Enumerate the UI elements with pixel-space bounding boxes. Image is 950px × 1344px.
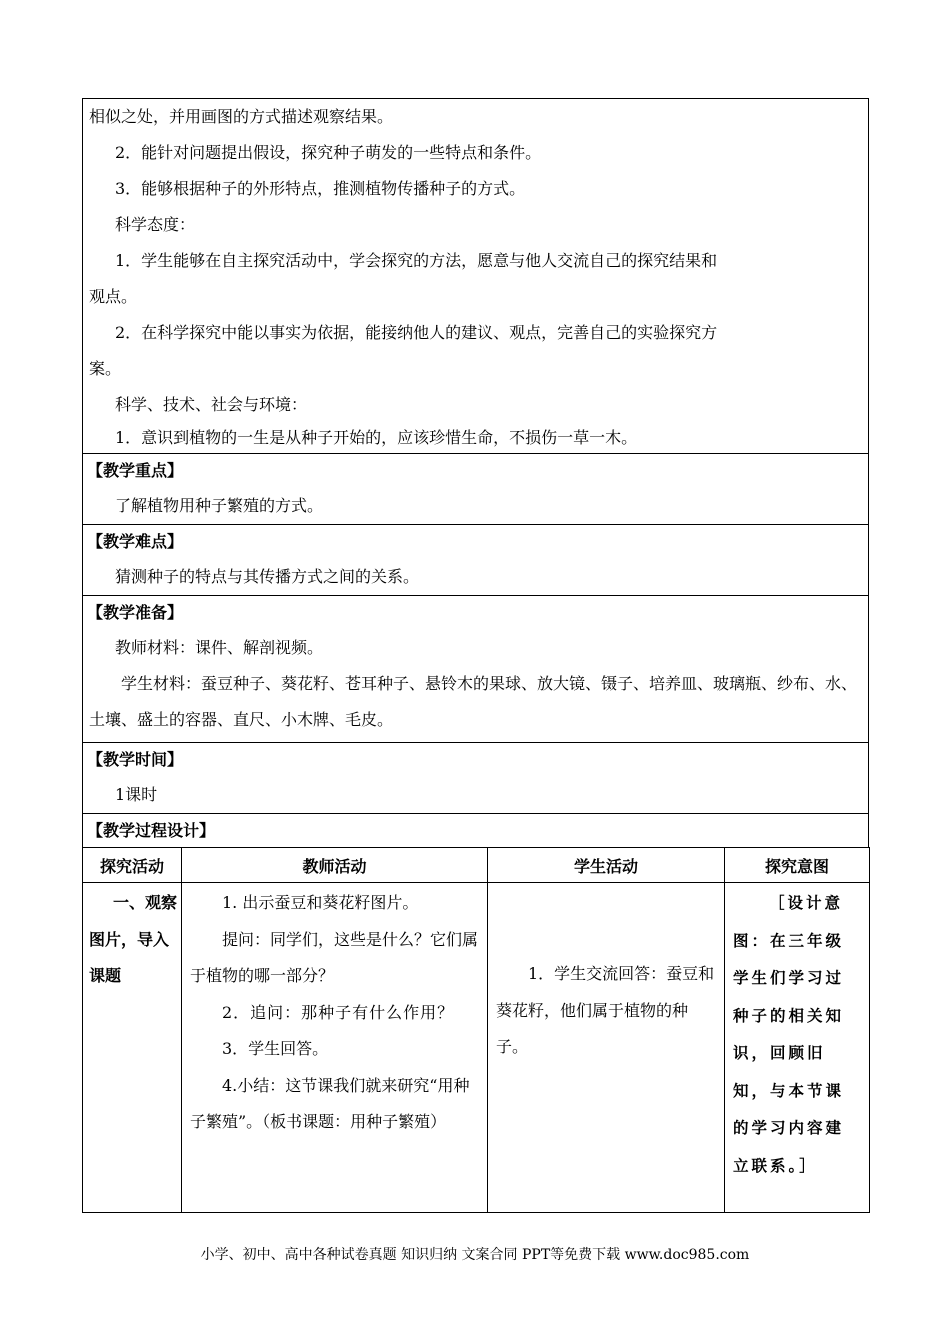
section-text: 1课时: [115, 785, 158, 804]
column-header: 学生活动: [488, 848, 725, 883]
time-section: [82, 742, 869, 813]
teacher-cell: [182, 883, 488, 1213]
process-table: [82, 847, 870, 1213]
objective-line: 相似之处，并用画图的方式描述观察结果。: [89, 107, 394, 126]
process-header-section: [82, 813, 869, 848]
teacher-materials: 教师材料：课件、解剖视频。: [115, 638, 324, 657]
activity-cell: [83, 883, 182, 1213]
column-header: 教师活动: [182, 848, 488, 883]
objectives-section: [82, 98, 869, 453]
column-header: 探究活动: [83, 848, 182, 883]
preparation-section: [82, 595, 869, 742]
document-page: [82, 98, 869, 1213]
intent-cell: [725, 883, 870, 1213]
activity-title: 一、观察图片，导入课题: [89, 893, 178, 985]
objective-line: 案。: [89, 359, 122, 378]
teacher-step: 1. 出示蚕豆和葵花籽图片。: [222, 893, 419, 912]
section-text: 了解植物用种子繁殖的方式。: [115, 496, 324, 515]
table-header-row: [83, 848, 870, 883]
objective-line: 3．能够根据种子的外形特点，推测植物传播种子的方式。: [115, 179, 526, 198]
section-header: 【教学时间】: [87, 750, 184, 769]
difficulty-section: [82, 524, 869, 595]
section-text: 猜测种子的特点与其传播方式之间的关系。: [115, 567, 420, 586]
objective-line: 科学、技术、社会与环境：: [115, 395, 308, 414]
student-materials: 学生材料：蚕豆种子、葵花籽、苍耳种子、悬铃木的果球、放大镜、镊子、培养皿、玻璃瓶、纱布、水、土壤、盛土的容器、直尺、小木牌、毛皮。: [89, 674, 858, 729]
key-point-section: [82, 453, 869, 524]
column-header: 探究意图: [725, 848, 870, 883]
objective-line: 2．在科学探究中能以事实为依据，能接纳他人的建议、观点，完善自己的实验探究方: [115, 323, 718, 342]
teacher-step: 提问：同学们，这些是什么？它们属于植物的哪一部分？: [190, 929, 479, 985]
student-activity: 1．学生交流回答：蚕豆和葵花籽，他们属于植物的种子。: [496, 964, 715, 1056]
section-header: 【教学难点】: [87, 532, 184, 551]
design-intent: ［设计意图：在三年级学生们学习过种子的相关知识，回顾旧知，与本节课的学习内容建立联系。］: [733, 894, 845, 1175]
objective-line: 2．能针对问题提出假设，探究种子萌发的一些特点和条件。: [115, 143, 542, 162]
teacher-step: 4.小结：这节课我们就来研究“用种子繁殖”。（板书课题：用种子繁殖）: [190, 1075, 470, 1131]
table-row: [83, 883, 870, 1213]
page-footer: 小学、初中、高中各种试卷真题 知识归纳 文案合同 PPT等免费下载 www.doc985.com: [200, 1247, 750, 1263]
objective-line: 观点。: [89, 287, 138, 306]
objective-line: 1．意识到植物的一生是从种子开始的，应该珍惜生命，不损伤一草一木。: [115, 428, 638, 447]
student-cell: [488, 883, 725, 1213]
objective-line: 1．学生能够在自主探究活动中，学会探究的方法，愿意与他人交流自己的探究结果和: [115, 251, 718, 270]
objective-line: 科学态度：: [115, 215, 196, 234]
teacher-step: 3．学生回答。: [222, 1039, 329, 1058]
section-header: 【教学过程设计】: [87, 821, 216, 840]
section-header: 【教学重点】: [87, 461, 184, 480]
teacher-step: 2．追问：那种子有什么作用？: [222, 1002, 455, 1022]
section-header: 【教学准备】: [87, 603, 184, 622]
